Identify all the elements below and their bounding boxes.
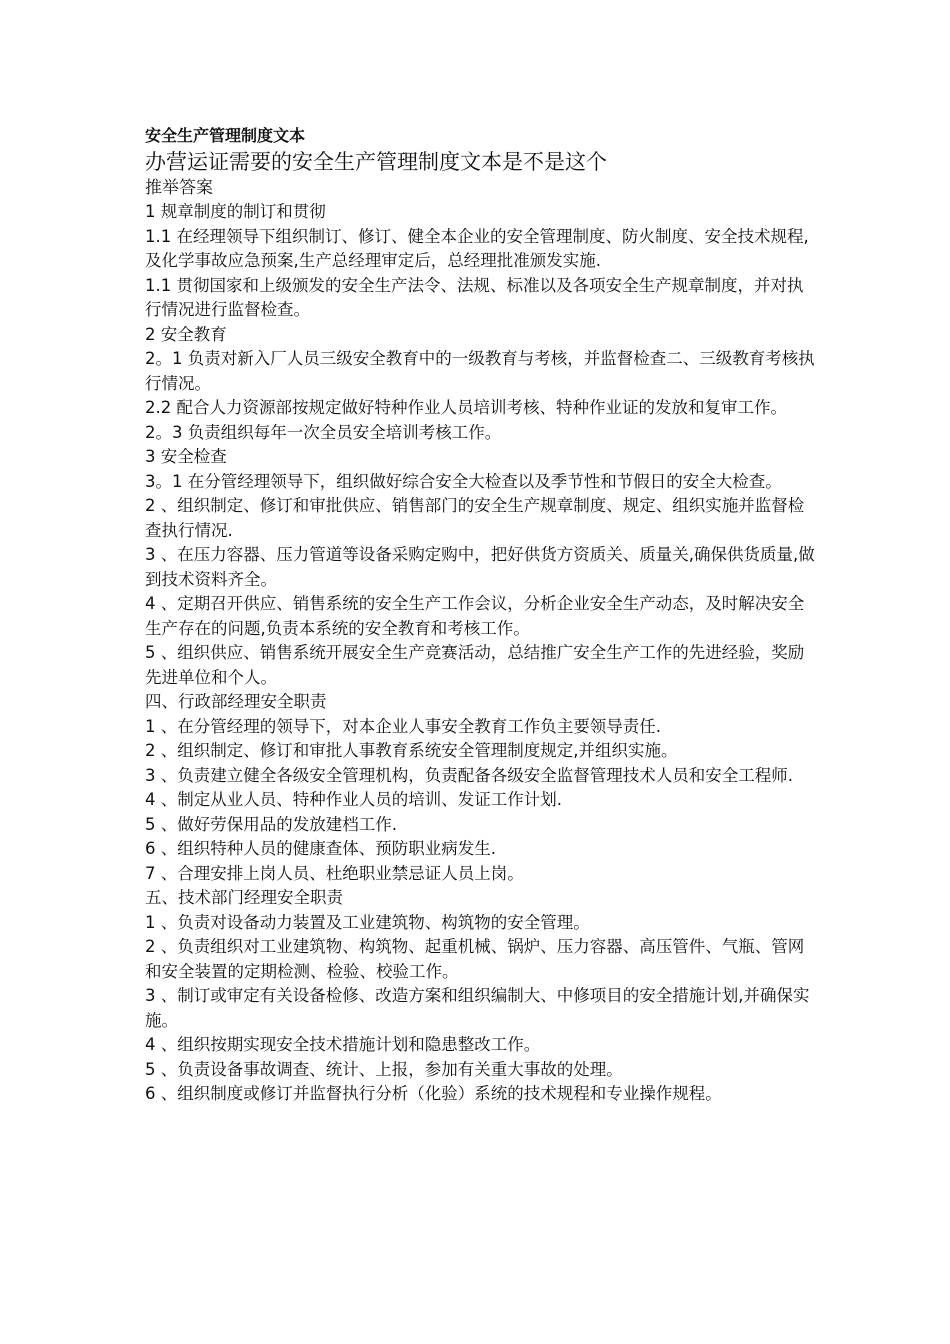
paragraph: 2 安全教育 [145, 324, 227, 344]
paragraph: 5 、组织供应、销售系统开展安全生产竞赛活动，总结推广安全生产工作的先进经验，奖励先进单位和个人。 [145, 643, 805, 687]
paragraph: 5 、做好劳保用品的发放建档工作. [145, 814, 397, 834]
paragraph: 1.1 贯彻国家和上级颁发的安全生产法令、法规、标准以及各项安全生产规章制度，并对执行情况进行监督检查。 [145, 275, 804, 319]
paragraph: 4 、组织按期实现安全技术措施计划和隐患整改工作。 [145, 1035, 541, 1054]
paragraph: 2.2 配合人力资源部按规定做好特种作业人员培训考核、特种作业证的发放和复审工作。 [145, 398, 787, 417]
document-subtitle: 办营运证需要的安全生产管理制度文本是不是这个 [145, 150, 607, 174]
paragraph: 2 、组织制定、修订和审批人事教育系统安全管理制度规定,并组织实施。 [145, 741, 678, 760]
paragraph: 3 、制订或审定有关设备检修、改造方案和组织编制大、中修项目的安全措施计划,并确保实施。 [145, 986, 810, 1030]
paragraph: 4 、制定从业人员、特种作业人员的培训、发证工作计划. [145, 790, 562, 809]
paragraph: 6 、组织特种人员的健康查体、预防职业病发生. [145, 839, 496, 858]
paragraph: 3 安全检查 [145, 447, 227, 466]
paragraph: 1.1 在经理领导下组织制订、修订、健全本企业的安全管理制度、防火制度、安全技术规程,及化学事故应急预案,生产总经理审定后，总经理批准颁发实施. [145, 226, 809, 270]
paragraph: 1 、负责对设备动力装置及工业建筑物、构筑物的安全管理。 [145, 912, 590, 932]
paragraph: 4 、定期召开供应、销售系统的安全生产工作会议，分析企业安全生产动态，及时解决安全生产存在的问题,负责本系统的安全教育和考核工作。 [145, 594, 805, 638]
paragraph: 四、行政部经理安全职责 [145, 692, 327, 711]
paragraph: 2。3 负责组织每年一次全员安全培训考核工作。 [145, 422, 502, 442]
paragraph: 2 、负责组织对工业建筑物、构筑物、起重机械、锅炉、压力容器、高压管件、气瓶、管网和安全装置的定期检测、检验、校验工作。 [145, 937, 805, 981]
paragraph: 5 、负责设备事故调查、统计、上报，参加有关重大事故的处理。 [145, 1059, 623, 1079]
paragraph: 3。1 在分管经理领导下，组织做好综合安全大检查以及季节性和节假日的安全大检查。 [145, 471, 782, 491]
paragraph: 3 、在压力容器、压力管道等设备采购定购中，把好供货方资质关、质量关,确保供货质量,做到技术资料齐全。 [145, 545, 815, 589]
paragraph: 2 、组织制定、修订和审批供应、销售部门的安全生产规章制度、规定、组织实施并监督检查执行情况. [145, 496, 805, 540]
paragraph: 3 、负责建立健全各级安全管理机构，负责配备各级安全监督管理技术人员和安全工程师. [145, 765, 793, 785]
paragraph-list [145, 200, 815, 1107]
document-title: 安全生产管理制度文本 [145, 126, 306, 145]
document-body [145, 124, 815, 1107]
paragraph: 2。1 负责对新入厂人员三级安全教育中的一级教育与考核，并监督检查二、三级教育考核执行情况。 [145, 349, 815, 393]
paragraph: 五、技术部门经理安全职责 [145, 888, 343, 907]
paragraph: 7 、合理安排上岗人员、杜绝职业禁忌证人员上岗。 [145, 863, 524, 883]
paragraph: 1 规章制度的制订和贯彻 [145, 202, 326, 221]
paragraph: 6 、组织制度或修订并监督执行分析（化验）系统的技术规程和专业操作规程。 [145, 1084, 722, 1103]
paragraph: 1 、在分管经理的领导下，对本企业人事安全教育工作负主要领导责任. [145, 716, 661, 736]
answer-label: 推举答案 [145, 178, 213, 198]
